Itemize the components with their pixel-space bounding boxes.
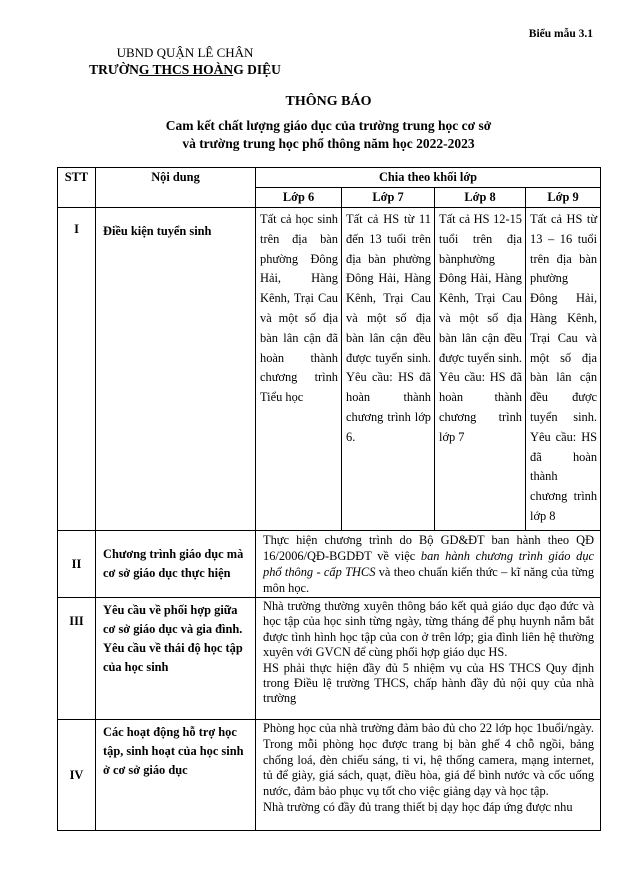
row-number: IV xyxy=(58,720,96,831)
curriculum-text-post: và theo chuẩn kiến thức – kĩ năng của từng môn học. xyxy=(263,565,595,595)
row-number: I xyxy=(58,208,96,531)
column-header-grade-9: Lớp 9 xyxy=(526,188,601,208)
grade-9-cell: Tất cả HS từ 13 – 16 tuổi trên địa bàn phường Đông Hải, Hàng Kênh, Trại Cau và một số địa bàn lân cận đều được tuyển sinh. Yêu cầu: HS đã hoàn thành chương trình lớp 8 xyxy=(526,208,601,531)
document-title: THÔNG BÁO xyxy=(285,94,372,109)
school-name xyxy=(38,62,332,78)
row-topic-label: Điều kiện tuyển sinh xyxy=(96,208,256,531)
merged-content-cell xyxy=(256,720,601,831)
curriculum-text-pre: Thực hiện chương trình do Bộ GD&ĐT ban hành theo QĐ 16/2006/QĐ-BGDĐT về việc xyxy=(263,533,595,563)
row-topic-label xyxy=(96,598,256,720)
facilities-paragraph-2: Nhà trường có đầy đủ trang thiết bị dạy học đáp ứng được nhu xyxy=(263,799,573,814)
table-row-family-cooperation xyxy=(58,598,601,720)
form-number-label: Biểu mẫu 3.1 xyxy=(528,28,593,40)
row-topic-line-2: Yêu cầu về thái độ học tập của học sinh xyxy=(103,641,243,674)
table-header-row-1 xyxy=(58,168,601,188)
school-name-post: G DIỆU xyxy=(233,62,281,77)
merged-content-cell xyxy=(256,531,601,598)
cooperation-paragraph-1: Nhà trường thường xuyên thông báo kết quả giáo dục đạo đức và học tập của học sinh từng ngày, từng tháng để phụ huynh nắm bắt được tình hình học tập của con ở trên lớp; gia đình liên hệ thường xuyên với GVCN để cùng phối hợp giáo dục HS. xyxy=(263,599,595,660)
org-name: UBND QUẬN LÊ CHÂN xyxy=(116,45,254,60)
school-name-underlined: G THCS HOÀN xyxy=(138,62,234,77)
document-subtitle-line2: và trường trung học phổ thông năm học 2022-2023 xyxy=(182,136,475,151)
table-row-admission-conditions xyxy=(58,208,601,531)
cooperation-paragraph-2: HS phải thực hiện đầy đủ 5 nhiệm vụ của HS THCS Quy định trong Điều lệ trường THCS, chấp hành đầy đủ nội quy của nhà trường xyxy=(263,660,595,706)
grade-6-cell: Tất cả học sinh trên địa bàn phường Đông Hải, Hàng Kênh, Trại Cau và một số địa bàn lân cận đã hoàn thành chương trình Tiểu học xyxy=(256,208,342,531)
row-number: II xyxy=(58,531,96,598)
title-block xyxy=(57,94,600,153)
column-header-grade-7: Lớp 7 xyxy=(342,188,435,208)
facilities-paragraph-1: Phòng học của nhà trường đảm bảo đủ cho 22 lớp học 1buổi/ngày. Trong mỗi phòng học được trang bị bàn ghế 4 chỗ ngồi, bảng chống loá, đèn chiếu sáng, ti vi, hệ thống camera, mạng internet, tủ để giày, giá sách, quạt, điều hòa, giá để bình nước và cốc uống nước, đảm bảo phục vụ tốt cho việc giảng dạy và học tập. xyxy=(263,721,595,799)
column-header-grade-6: Lớp 6 xyxy=(256,188,342,208)
curriculum-text-italic: ban hành chương trình giáo dục phổ thông - cấp THCS xyxy=(263,549,595,579)
document-subtitle-line1: Cam kết chất lượng giáo dục của trường trung học cơ sở xyxy=(165,118,492,133)
school-name-pre: TRƯỜN xyxy=(89,62,139,77)
grade-7-cell: Tất cả HS từ 11 đến 13 tuổi trên địa bàn phường Đông Hải, Hàng Kênh, Trại Cau và một số địa bàn lân cận đều được tuyển sinh. Yêu cầu: HS đã hoàn thành chương trình lớp 6. xyxy=(342,208,435,531)
row-topic-label: Chương trình giáo dục mà cơ sở giáo dục thực hiện xyxy=(96,531,256,598)
column-header-group-grades: Chia theo khối lớp xyxy=(256,168,601,188)
table-row-curriculum xyxy=(58,531,601,598)
table-row-support-activities xyxy=(58,720,601,831)
column-header-grade-8: Lớp 8 xyxy=(435,188,526,208)
column-header-stt: STT xyxy=(58,168,96,208)
row-topic-line-1: Yêu cầu về phối hợp giữa cơ sở giáo dục và gia đình. xyxy=(103,603,243,636)
merged-content-cell xyxy=(256,598,601,720)
grade-8-cell: Tất cả HS 12-15 tuổi trên địa bànphường Đông Hải, Hàng Kênh, Trại Cau và một số địa bàn lân cận đều được tuyển sinh. Yêu cầu: HS đã hoàn thành chương trình lớp 7 xyxy=(435,208,526,531)
row-number: III xyxy=(58,598,96,720)
letterhead xyxy=(38,45,332,78)
row-topic-label: Các hoạt động hỗ trợ học tập, sinh hoạt của học sinh ở cơ sở giáo dục xyxy=(96,720,256,831)
quality-commitment-table xyxy=(57,167,601,831)
column-header-noi-dung: Nội dung xyxy=(96,168,256,208)
